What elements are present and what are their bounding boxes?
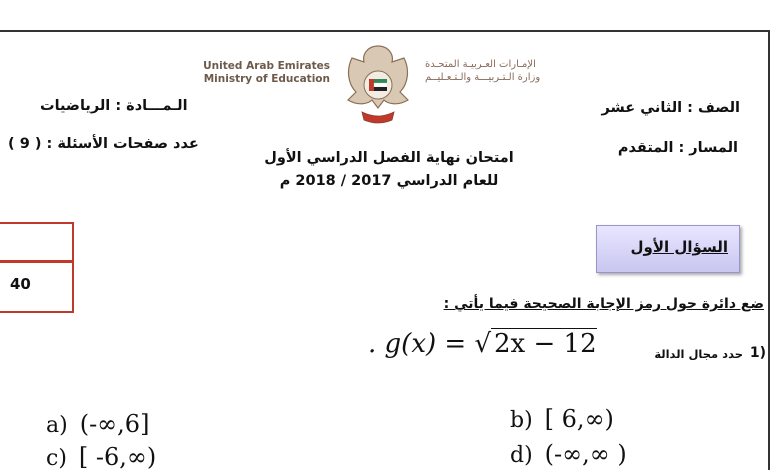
subject-label: الـمـــادة : الرياضيات <box>40 98 188 114</box>
option-letter: a) <box>46 413 68 438</box>
country-name-en: United Arab Emirates <box>203 60 330 72</box>
option-d[interactable] <box>510 440 627 468</box>
academic-year: للعام الدراسي 2017 / 2018 م <box>279 173 499 189</box>
score-box-header <box>0 222 74 262</box>
instructions: ضع دائرة حول رمز الإجابة الصحيحة فيما يأتي : <box>443 296 764 312</box>
option-letter: d) <box>510 443 533 468</box>
exam-title: امتحان نهاية الفصل الدراسي الأول <box>264 150 514 166</box>
section-title: السؤال الأول <box>630 238 728 256</box>
ministry-name-en: Ministry of Education <box>203 73 330 85</box>
question-number: 1) <box>749 345 766 361</box>
function-prefix: . g(x) = <box>368 329 475 359</box>
option-value: (-∞,6] <box>79 410 150 438</box>
total-score: 40 <box>10 275 31 293</box>
radical-sign: √ <box>474 329 492 359</box>
option-letter: c) <box>46 446 67 471</box>
ministry-name-english <box>180 60 330 86</box>
function-expression <box>368 328 597 359</box>
page-border-top <box>0 30 770 32</box>
option-b[interactable] <box>510 405 614 433</box>
ministry-name-arabic <box>425 58 555 84</box>
option-letter: b) <box>510 408 533 433</box>
grade-label: الصف : الثاني عشر <box>601 100 740 116</box>
country-name-ar: الإمـارات العـربيـة المتحـدة <box>425 59 536 70</box>
uae-emblem-icon <box>338 40 418 130</box>
option-value: [ 6,∞) <box>544 405 614 433</box>
radicand: 2x − 12 <box>491 328 597 359</box>
question-text: حدد مجال الدالة <box>654 347 743 361</box>
option-c[interactable] <box>46 443 156 471</box>
page-border-right <box>768 30 770 470</box>
page-count-label: عدد صفحات الأسئلة : ( 9 ) <box>8 136 199 152</box>
ministry-name-ar: وزارة الـتـربيـــة والـتـعـليــم <box>425 72 541 83</box>
track-label: المسار : المتقدم <box>617 140 738 156</box>
option-value: [ -6,∞) <box>78 443 157 471</box>
option-value: (-∞,∞ ) <box>544 440 627 468</box>
option-a[interactable] <box>46 410 149 438</box>
